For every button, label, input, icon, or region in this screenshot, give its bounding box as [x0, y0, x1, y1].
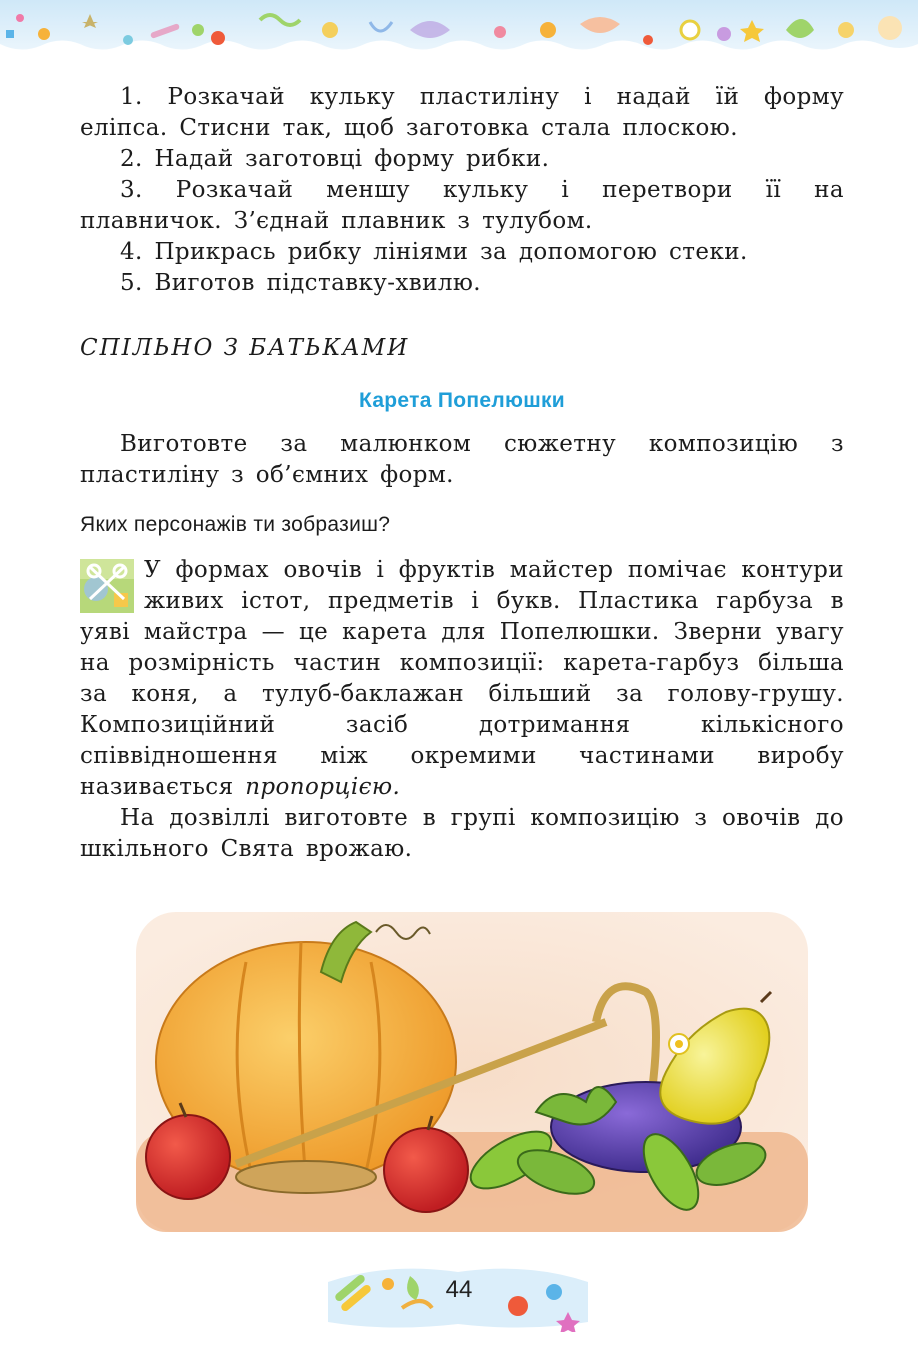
- pumpkin-carriage-illustration: [126, 902, 818, 1242]
- step-3: 3. Розкачай меншу кульку і перетвори її на плавничок. З’єднай плавник з тулубом.: [80, 177, 844, 234]
- question-text: Яких персонажів ти зобразиш?: [80, 513, 391, 536]
- step-5: 5. Виготов підставку-хвилю.: [120, 270, 482, 296]
- step-1: 1. Розкачай кульку пластиліну і надай їй форму еліпса. Стисни так, щоб заготовка стала плоскою.: [80, 84, 844, 141]
- master-paragraph: У формах овочів і фруктів майстер помічає контури живих істот, предметів і букв. Пластика гарбуза в уяві майстра — це карета для Попелюшки. Зверни увагу на розмірність частин композиції: карета-гарбуз більша за коня, а тулуб-баклажан більший за голову-грушу. Композиційний засіб дотримання кількісного співвідношення між окремими частинами виробу називається: [80, 557, 844, 800]
- master-scissors-icon: [80, 559, 134, 613]
- term-proportion: пропорцією.: [245, 774, 401, 800]
- subtitle: Карета Попелюшки: [358, 389, 566, 412]
- intro-paragraph: Виготовте за малюнком сюжетну композицію з пластиліну з об’ємних форм.: [80, 431, 844, 488]
- page-number: 44: [445, 1276, 473, 1303]
- instruction-steps: [80, 82, 844, 299]
- step-2: 2. Надай заготовці форму рибки.: [120, 146, 550, 172]
- master-note: [80, 555, 844, 803]
- closing-paragraph: На дозвіллі виготовте в групі композицію з овочів до шкільного Свята врожаю.: [80, 805, 844, 862]
- decorative-top-banner: [0, 0, 918, 58]
- step-4: 4. Прикрась рибку лініями за допомогою стеки.: [120, 239, 748, 265]
- section-title: СПІЛЬНО З БАТЬКАМИ: [80, 335, 410, 361]
